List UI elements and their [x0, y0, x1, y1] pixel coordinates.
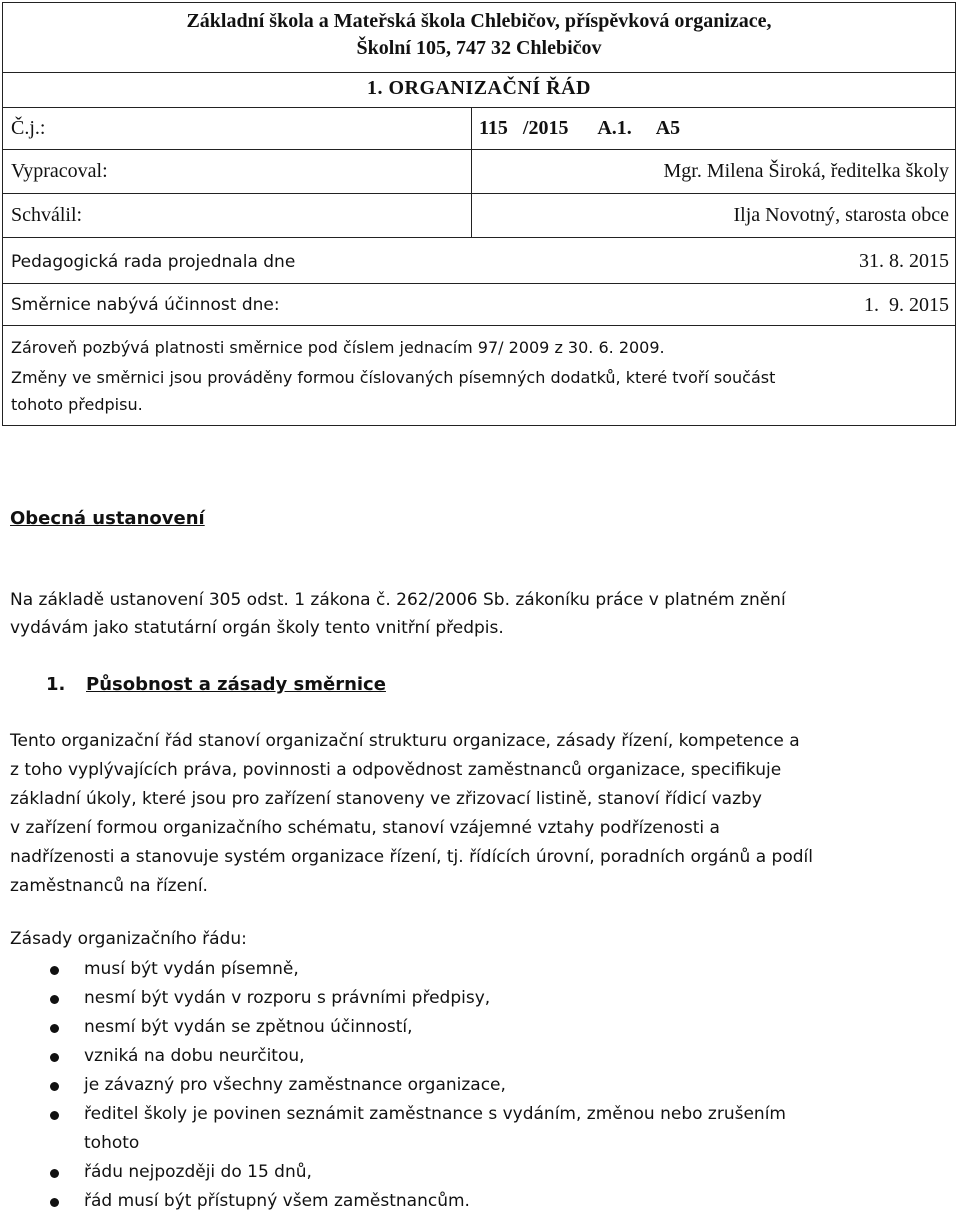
council-label: Pedagogická rada projednala dne [11, 252, 296, 272]
principles-label: Zásady organizačního řádu: [10, 929, 247, 949]
approved-label: Schválil: [11, 204, 83, 226]
document-header-table [2, 2, 956, 426]
paragraph-line: Tento organizační řád stanoví organizační strukturu organizace, zásady řízení, kompetence a [10, 731, 800, 751]
prepared-label: Vypracoval: [11, 160, 108, 182]
ref-value: 115 /2015 A.1. A5 [479, 117, 681, 139]
list-item [10, 1100, 786, 1129]
paragraph-line: zaměstnanců na řízení. [10, 876, 208, 896]
list-item-text: musí být vydán písemně, [84, 959, 299, 979]
effective-label: Směrnice nabývá účinnost dne: [11, 295, 280, 315]
notes-line1: Zároveň pozbývá platnosti směrnice pod číslem jednacím 97/ 2009 z 30. 6. 2009. [11, 338, 665, 357]
header-row-council [3, 237, 955, 284]
ref-label: Č.j.: [11, 117, 46, 139]
header-row-school [3, 3, 955, 73]
list-item [10, 955, 786, 984]
bullet-icon [50, 1024, 59, 1033]
prepared-value: Mgr. Milena Široká, ředitelka školy [663, 160, 949, 182]
list-item [10, 1129, 786, 1158]
paragraph-line: nadřízenosti a stanovuje systém organizace řízení, tj. řídících úrovní, poradních orgánů a podíl [10, 847, 813, 867]
header-column-divider [471, 107, 472, 237]
school-address: Školní 105, 747 32 Chlebičov [356, 37, 602, 59]
list-item [10, 1187, 786, 1216]
general-text-line2: vydávám jako statutární orgán školy tento vnitřní předpis. [10, 618, 504, 638]
notes-line3: tohoto předpisu. [11, 395, 143, 414]
section1-heading: Působnost a zásady směrnice [86, 674, 386, 695]
effective-date: 1. 9. 2015 [864, 294, 949, 316]
bullet-icon [50, 966, 59, 975]
bullet-icon [50, 1111, 59, 1120]
list-item-text: řádu nejpozději do 15 dnů, [84, 1162, 312, 1182]
header-row-notes [3, 325, 955, 425]
principles-list [10, 955, 786, 1216]
bullet-icon [50, 1198, 59, 1207]
general-heading: Obecná ustanovení [10, 508, 205, 529]
list-item [10, 1071, 786, 1100]
list-item [10, 984, 786, 1013]
header-row-approved [3, 193, 955, 238]
header-row-title [3, 72, 955, 108]
list-item [10, 1013, 786, 1042]
approved-value: Ilja Novotný, starosta obce [733, 204, 949, 226]
list-item-text: nesmí být vydán v rozporu s právními předpisy, [84, 988, 491, 1008]
bullet-icon [50, 1053, 59, 1062]
list-item-text: ředitel školy je povinen seznámit zaměstnance s vydáním, změnou nebo zrušením [84, 1104, 786, 1124]
bullet-icon [50, 1082, 59, 1091]
header-row-effective [3, 283, 955, 326]
list-item-text: řád musí být přístupný všem zaměstnancům. [84, 1191, 470, 1211]
bullet-icon [50, 1169, 59, 1178]
notes-line2: Změny ve směrnici jsou prováděny formou číslovaných písemných dodatků, které tvoří součást [11, 368, 776, 387]
section1-paragraph [10, 727, 955, 901]
header-row-prepared [3, 149, 955, 194]
council-date: 31. 8. 2015 [859, 250, 949, 272]
paragraph-line: z toho vyplývajících práva, povinnosti a odpovědnost zaměstnanců organizace, specifikuje [10, 760, 782, 780]
list-item [10, 1042, 786, 1071]
list-item-text: nesmí být vydán se zpětnou účinností, [84, 1017, 413, 1037]
document-title: 1. ORGANIZAČNÍ ŘÁD [366, 77, 591, 99]
section1-number: 1. [46, 674, 66, 695]
header-row-ref [3, 107, 955, 150]
bullet-icon [50, 995, 59, 1004]
school-name-line1: Základní škola a Mateřská škola Chlebičov, příspěvková organizace, [186, 10, 772, 32]
paragraph-line: základní úkoly, které jsou pro zařízení stanoveny ve zřizovací listině, stanoví řídicí vazby [10, 789, 762, 809]
list-item-text: vzniká na dobu neurčitou, [84, 1046, 305, 1066]
list-item-text: tohoto [84, 1133, 140, 1153]
list-item-text: je závazný pro všechny zaměstnance organizace, [84, 1075, 506, 1095]
list-item [10, 1158, 786, 1187]
general-text-line1: Na základě ustanovení 305 odst. 1 zákona č. 262/2006 Sb. zákoníku práce v platném znění [10, 590, 786, 610]
paragraph-line: v zařízení formou organizačního schématu, stanoví vzájemné vztahy podřízenosti a [10, 818, 720, 838]
